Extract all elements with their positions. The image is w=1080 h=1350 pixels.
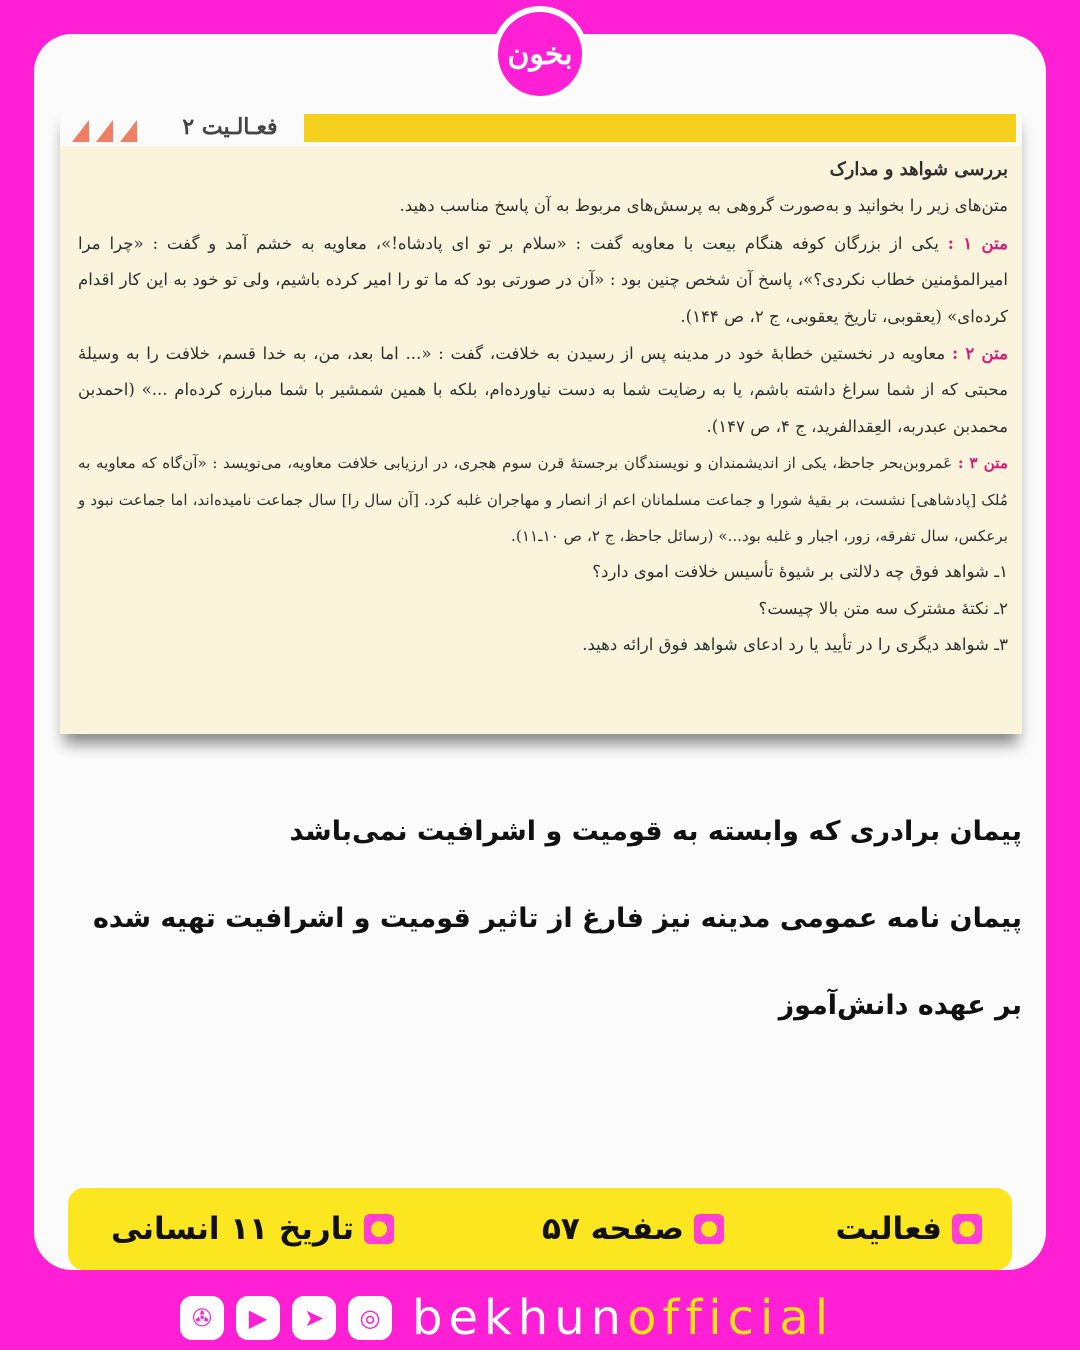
answers	[62, 808, 1022, 1069]
text-3	[78, 445, 1008, 554]
scan-body	[78, 152, 1008, 664]
scan-header	[60, 108, 1022, 146]
text-1-body: یکی از بزرگان کوفه هنگام بیعت با معاویه گفت : «سلام بر تو ای پادشاه!»، معاویه به خشم آمد و گفت : «چرا مرا امیرالمؤمنین خطاب نکردی؟»، پاسخ آن شخص چنین بود : «آن در صورتی بود که ما تو را امیر کرده باشیم، ولی تو خود به این کار اقدام کرده‌ای» (یعقوبی، تاریخ یعقوبی، ج ۲، ص ۱۴۴).	[78, 233, 1008, 326]
page-label: صفحه ۵۷	[541, 1211, 684, 1247]
triangle-icon	[120, 120, 137, 142]
book-info	[111, 1188, 394, 1270]
textbook-scan	[60, 108, 1022, 734]
text-3-body: عَمروبن‌بحر جاحظ، یکی از اندیشمندان و نویسندگان برجستهٔ قرن سوم هجری، در ارزیابی خلافت معاویه، می‌نویسد : «آن‌گاه که معاویه به مُلک [پادشاهی] نشست، بر بقیهٔ شورا و جماعت مسلمانان اعم از انصار و مهاجران غلبه کرد. [آن سال را] سال جماعت نامیده‌اند، اما جماعت نبود و برعکس، سال تفرقه، زور، اجبار و غلبه بود...» (رسائل جاحظ، ج ۲، ص ۱۰ـ۱۱).	[78, 454, 1008, 546]
instagram-icon[interactable]: ◎	[348, 1296, 392, 1340]
activity-title: فعـالـیت ۲	[182, 114, 278, 140]
text-2-label: متن ۲ :	[951, 343, 1008, 364]
instructions: متن‌های زیر را بخوانید و به‌صورت گروهی به پرسش‌های مربوط به آن پاسخ مناسب دهید.	[399, 196, 1008, 216]
page-info	[542, 1188, 724, 1270]
student-icon	[952, 1214, 982, 1244]
text-1-label: متن ۱ :	[947, 232, 1008, 253]
text-3-label: متن ۳ :	[957, 454, 1008, 473]
handle-part-1: bekhun	[412, 1290, 628, 1346]
text-2-body: معاویه در نخستین خطابهٔ خود در مدینه پس از رسیدن به خلافت، گفت : «... اما بعد، من، به خدا قسم، خلافت را به وسیلهٔ محبتی که از شما سراغ داشته باشم، یا به رضایت شما به دست نیاورده‌ام، بلکه با همین شمشیر با شما مبارزه کرده‌ام ...» (احمدبن محمدبن عبدربه، العِقدالفرید، ج ۴، ص ۱۴۷).	[78, 344, 1008, 436]
handle-part-2: official	[627, 1290, 835, 1346]
info-bar	[68, 1188, 1012, 1270]
brand-logo	[492, 6, 588, 102]
telegram-icon[interactable]: ➤	[292, 1296, 336, 1340]
social-bar	[180, 1290, 834, 1346]
graduation-cap-icon	[364, 1214, 394, 1244]
social-handle	[412, 1290, 834, 1346]
question-2: ۲ـ نکتهٔ مشترک سه متن بالا چیست؟	[758, 598, 1008, 618]
reel-icon[interactable]: ✇	[180, 1296, 224, 1340]
question-3: ۳ـ شواهد دیگری را در تأیید یا رد ادعای شواهد فوق ارائه دهید.	[582, 635, 1008, 655]
section-subtitle: بررسی شواهد و مدارک	[829, 159, 1008, 180]
brand-logo-text: بخون	[507, 36, 573, 72]
answer-3: بر عهده دانش‌آموز	[778, 990, 1022, 1021]
answer-2: پیمان نامه عمومی مدینه نیز فارغ از تاثیر قومیت و اشرافیت تهیه شده	[92, 903, 1022, 934]
triangle-icon	[72, 120, 89, 142]
activity-label: فعالیت	[835, 1211, 942, 1247]
answer-1: پیمان برادری که وابسته به قومیت و اشرافیت نمی‌باشد	[289, 816, 1022, 847]
text-1	[78, 225, 1008, 335]
question-1: ۱ـ شواهد فوق چه دلالتی بر شیوهٔ تأسیس خلافت اموی دارد؟	[592, 562, 1008, 582]
triangle-icon	[96, 120, 113, 142]
youtube-icon[interactable]: ▶	[236, 1296, 280, 1340]
text-2	[78, 335, 1008, 445]
book-label: تاریخ ۱۱ انسانی	[111, 1211, 354, 1247]
book-icon	[694, 1214, 724, 1244]
activity-info	[835, 1188, 982, 1270]
header-bar	[304, 114, 1016, 142]
